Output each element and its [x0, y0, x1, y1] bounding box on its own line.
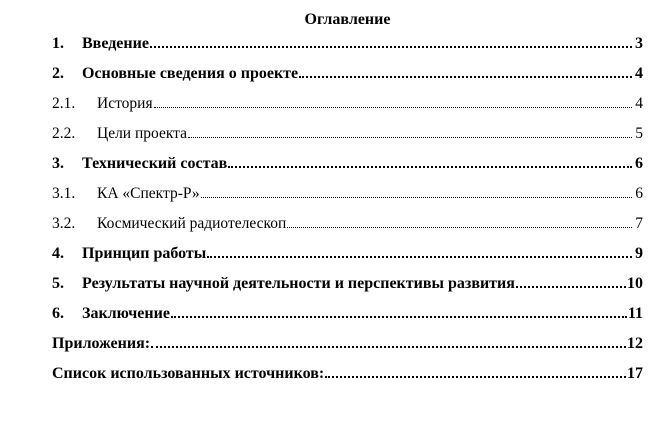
toc-entry-title: Космический радиотелескоп [97, 215, 287, 232]
toc-dot-leader [151, 334, 626, 348]
toc-dot-leader [516, 274, 626, 288]
toc-entry-number: 1. [52, 35, 64, 52]
table-of-contents [52, 10, 643, 382]
toc-title: Оглавление [304, 11, 391, 28]
toc-entry-number: 6. [52, 305, 64, 322]
toc-entry-title: Результаты научной деятельности и перспективы развития [82, 275, 515, 292]
toc-entry-page: 6 [635, 155, 643, 172]
toc-entry-page: 7 [635, 215, 643, 232]
toc-entry[interactable] [52, 154, 643, 174]
toc-entry[interactable] [52, 304, 643, 324]
toc-dot-leader [228, 154, 632, 168]
toc-entry[interactable] [52, 94, 643, 114]
toc-entry-title: Заключение [82, 305, 170, 322]
toc-entry-page: 4 [635, 95, 643, 112]
toc-entry[interactable] [52, 244, 643, 264]
toc-entry[interactable] [52, 334, 643, 354]
toc-entry[interactable] [52, 184, 643, 204]
toc-dot-leader [299, 64, 632, 78]
toc-entry[interactable] [52, 64, 643, 84]
toc-entry-number: 3.1. [52, 185, 76, 202]
toc-dot-leader [287, 214, 632, 228]
toc-entry-page: 6 [635, 185, 643, 202]
toc-dot-leader [201, 184, 632, 198]
toc-entry-page: 17 [627, 365, 643, 382]
toc-entry-page: 11 [627, 305, 643, 322]
toc-entry[interactable] [52, 214, 643, 234]
toc-entry-page: 12 [627, 335, 643, 352]
toc-entry-title: Основные сведения о проекте [82, 65, 299, 82]
toc-entry-title: Список использованных источников: [52, 365, 325, 382]
toc-entry-page: 4 [635, 65, 643, 82]
toc-entry[interactable] [52, 274, 643, 294]
toc-dot-leader [154, 94, 632, 108]
toc-entry-title: Принцип работы [82, 245, 207, 262]
toc-entry-number: 2.2. [52, 125, 76, 142]
toc-entry-page: 5 [635, 125, 643, 142]
toc-dot-leader [325, 364, 626, 378]
toc-entry-title: КА «Спектр-Р» [97, 185, 200, 202]
toc-entry-title: Цели проекта [97, 125, 188, 142]
toc-entry-number: 5. [52, 275, 64, 292]
toc-entry[interactable] [52, 364, 643, 384]
toc-entry-page: 10 [627, 275, 643, 292]
toc-entry-number: 2.1. [52, 95, 76, 112]
toc-dot-leader [207, 244, 632, 258]
toc-entry-number: 3. [52, 155, 64, 172]
toc-entry-title: Приложения: [52, 335, 151, 352]
toc-entry-title: Технический состав [82, 155, 228, 172]
toc-entry[interactable] [52, 124, 643, 144]
toc-entry-number: 2. [52, 65, 64, 82]
toc-entry-title: Введение [82, 35, 149, 52]
toc-entry-page: 3 [635, 35, 643, 52]
toc-dot-leader [171, 304, 627, 318]
toc-entry-page: 9 [635, 245, 643, 262]
toc-dot-leader [150, 34, 632, 48]
toc-entry-number: 3.2. [52, 215, 76, 232]
toc-entry-title: История [97, 95, 153, 112]
toc-entry[interactable] [52, 34, 643, 54]
toc-entry-number: 4. [52, 245, 64, 262]
toc-dot-leader [188, 124, 632, 138]
